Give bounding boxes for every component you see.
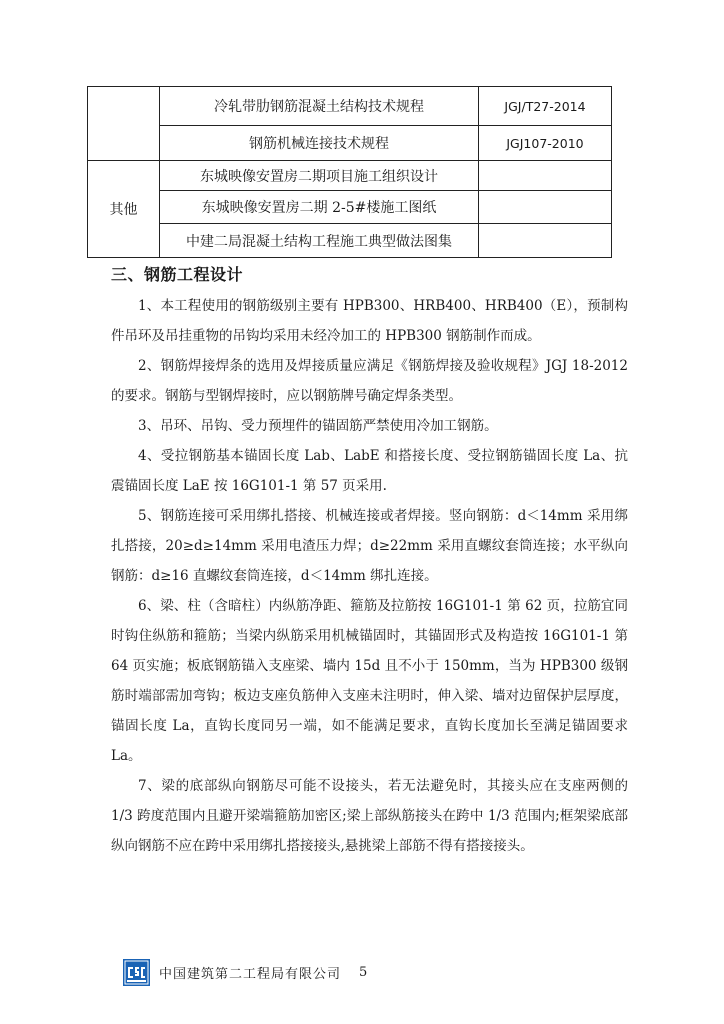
table-cell-category-empty bbox=[88, 87, 160, 161]
table-row bbox=[88, 161, 612, 191]
paragraph-1: 1、本工程使用的钢筋级别主要有 HPB300、HRB400、HRB400（E），预制构件吊环及吊挂重物的吊钩均采用未经冷加工的 HPB300 钢筋制作而成。 bbox=[111, 298, 628, 344]
standard-code: JGJ/T27-2014 bbox=[479, 87, 612, 126]
page-footer bbox=[123, 960, 367, 984]
paragraph-3: 3、吊环、吊钩、受力预埋件的锚固筋严禁使用冷加工钢筋。 bbox=[138, 418, 498, 434]
cscec-logo-icon bbox=[123, 959, 150, 986]
standard-name: 钢筋机械连接技术规程 bbox=[160, 126, 479, 161]
document-name: 中建二局混凝土结构工程施工典型做法图集 bbox=[160, 224, 479, 258]
document-code-empty bbox=[479, 161, 612, 191]
paragraph-5: 5、钢筋连接可采用绑扎搭接、机械连接或者焊接。竖向钢筋：d＜14mm 采用绑扎搭接，20≥d≥14mm 采用电渣压力焊；d≥22mm 采用直螺纹套筒连接；水平纵向钢筋：d≥16 直螺纹套筒连接，d＜14mm 绑扎连接。 bbox=[111, 508, 628, 584]
company-name: 中国建筑第二工程局有限公司 bbox=[159, 966, 342, 982]
paragraph-4: 4、受拉钢筋基本锚固长度 Lab、LabE 和搭接长度、受拉钢筋锚固长度 La、抗震锚固长度 LaE 按 16G101-1 第 57 页采用. bbox=[111, 448, 628, 494]
category-other: 其他 bbox=[88, 161, 160, 258]
paragraph-6: 6、梁、柱（含暗柱）内纵筋净距、箍筋及拉筋按 16G101-1 第 62 页，拉筋宜同时钩住纵筋和箍筋；当梁内纵筋采用机械锚固时，其锚固形式及构造按 16G101-1 第 64 页实施；板底钢筋锚入支座梁、墙内 15d 且不小于 150mm，当为 HPB300 级钢筋时端部需加弯钩；板边支座负筋伸入支座未注明时，伸入梁、墙对边留保护层厚度，锚固长度 La，直钩长度同另一端，如不能满足要求，直钩长度加长至满足锚固要求 La。 bbox=[111, 598, 628, 764]
standard-name: 冷轧带肋钢筋混凝土结构技术规程 bbox=[160, 87, 479, 126]
paragraph-7: 7、梁的底部纵向钢筋尽可能不设接头，若无法避免时，其接头应在支座两侧的 1/3 跨度范围内且避开梁端箍筋加密区;梁上部纵筋接头在跨中 1/3 范围内;框架梁底部纵向钢筋不应在跨中采用绑扎搭接接头,悬挑梁上部筋不得有搭接接头。 bbox=[111, 778, 628, 854]
document-name: 东城映像安置房二期 2-5#楼施工图纸 bbox=[160, 191, 479, 224]
table-row bbox=[88, 87, 612, 126]
table-row bbox=[88, 191, 612, 224]
document-code-empty bbox=[479, 191, 612, 224]
section-body bbox=[111, 291, 628, 861]
document-code-empty bbox=[479, 224, 612, 258]
page-number: 5 bbox=[359, 964, 368, 980]
standard-code: JGJ107-2010 bbox=[479, 126, 612, 161]
table-row bbox=[88, 224, 612, 258]
section-heading: 三、钢筋工程设计 bbox=[111, 265, 244, 284]
reference-standards-table bbox=[87, 86, 612, 258]
table-row bbox=[88, 126, 612, 161]
document-name: 东城映像安置房二期项目施工组织设计 bbox=[160, 161, 479, 191]
paragraph-2: 2、钢筋焊接焊条的选用及焊接质量应满足《钢筋焊接及验收规程》JGJ 18-2012 的要求。钢筋与型钢焊接时，应以钢筋牌号确定焊条类型。 bbox=[111, 358, 628, 404]
